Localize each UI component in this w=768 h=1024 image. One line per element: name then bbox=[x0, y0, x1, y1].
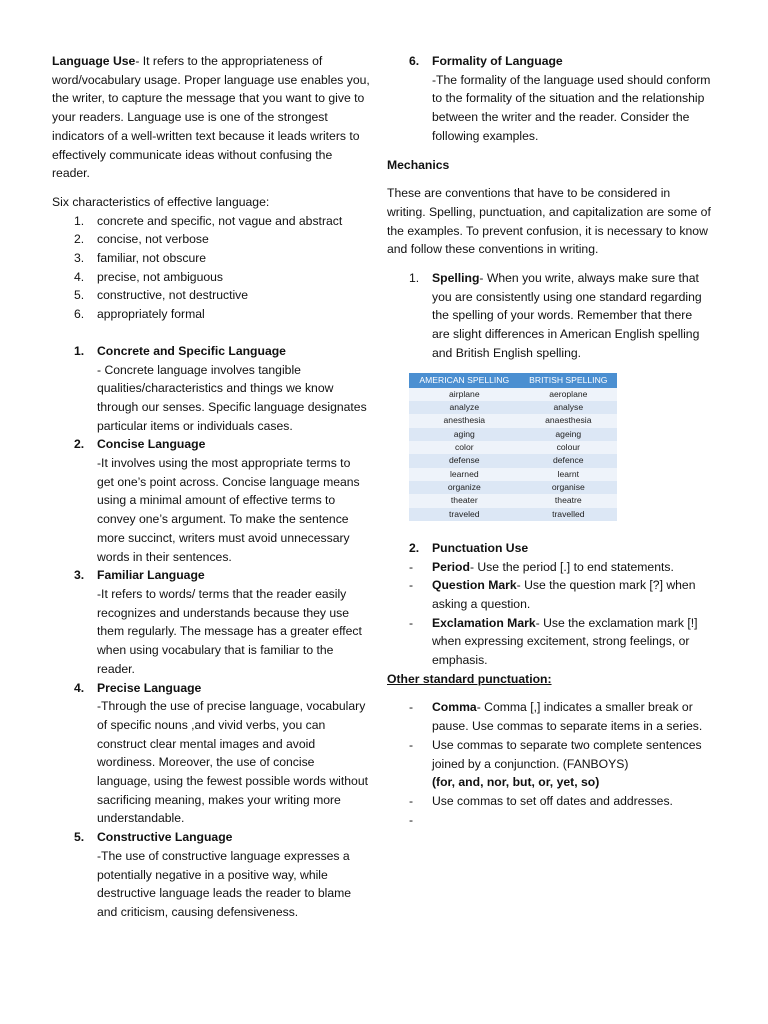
section-title: Concise Language bbox=[97, 437, 206, 452]
section-number: 2. bbox=[409, 540, 420, 555]
item-number: 5. bbox=[74, 288, 85, 303]
right-column bbox=[387, 52, 712, 827]
table-row bbox=[409, 428, 617, 441]
section-number: 5. bbox=[74, 830, 85, 845]
american-spelling-cell: analyze bbox=[409, 401, 520, 414]
british-spelling-cell: defence bbox=[520, 454, 617, 467]
other-punctuation-list bbox=[387, 698, 712, 827]
dash-marker: - bbox=[409, 812, 414, 827]
table-row bbox=[409, 401, 617, 414]
section-title: Formality of Language bbox=[432, 54, 563, 68]
table-row bbox=[409, 481, 617, 494]
item-number: 2. bbox=[74, 232, 85, 247]
characteristic-item bbox=[52, 249, 370, 268]
characteristic-item bbox=[52, 268, 370, 287]
punctuation-text: Use commas to separate two complete sentences joined by a conjunction. (FANBOYS) bbox=[432, 737, 702, 771]
table-row bbox=[409, 388, 617, 401]
section-title: Constructive Language bbox=[97, 830, 233, 845]
language-section bbox=[52, 679, 370, 829]
punctuation-item bbox=[387, 792, 712, 811]
item-text: concise, not verbose bbox=[97, 232, 209, 247]
section-text: - Concrete language involves tangible qualities/characteristics and things we know through our senses. Specific language designates particular items or individuals cases. bbox=[97, 362, 367, 433]
american-spelling-cell: traveled bbox=[409, 508, 520, 521]
punctuation-item bbox=[387, 576, 712, 613]
fanboys-list: (for, and, nor, but, or, yet, so) bbox=[432, 775, 600, 790]
punctuation-item bbox=[387, 736, 712, 792]
punctuation-text-line bbox=[432, 558, 712, 577]
dash-marker: - bbox=[409, 793, 414, 808]
punctuation-term: Period bbox=[432, 559, 470, 574]
language-section bbox=[52, 828, 370, 922]
british-spelling-cell: analyse bbox=[520, 401, 617, 414]
section-text: -Through the use of precise language, vocabulary of specific nouns ,and vivid verbs, you can construct clear mental images and avoid wordiness. Moreover, the use of concise language, using the fewest possible words without sacrificing meaning, makes your writing more understandable. bbox=[97, 699, 368, 826]
item-number: 6. bbox=[74, 307, 85, 322]
punctuation-text-line bbox=[432, 736, 712, 792]
american-spelling-cell: anesthesia bbox=[409, 414, 520, 427]
characteristic-item bbox=[52, 212, 370, 231]
dash-marker: - bbox=[409, 737, 414, 752]
section-number: 3. bbox=[74, 568, 85, 583]
punctuation-section bbox=[387, 539, 712, 558]
punctuation-text-line bbox=[432, 792, 712, 811]
punctuation-term: Question Mark bbox=[432, 578, 517, 593]
item-number: 1. bbox=[409, 271, 420, 286]
section-text: -It involves using the most appropriate terms to get one’s point across. Concise language means using a minimal amount of effective terms to convey one’s argument. To make the sentence more succinct, writers must avoid unnecessary words in their sentences. bbox=[97, 456, 360, 564]
spelling-term: Spelling bbox=[432, 271, 480, 286]
punctuation-item bbox=[387, 614, 712, 670]
punctuation-text-line bbox=[432, 698, 712, 735]
british-spelling-cell: organise bbox=[520, 481, 617, 494]
american-spelling-cell: defense bbox=[409, 454, 520, 467]
british-spelling-cell: anaesthesia bbox=[520, 414, 617, 427]
punctuation-text: - Comma [,] indicates a smaller break or pause. Use commas to separate items in a series. bbox=[432, 700, 703, 734]
american-spelling-cell: aging bbox=[409, 428, 520, 441]
dash-marker: - bbox=[409, 559, 414, 574]
table-header-american: AMERICAN SPELLING bbox=[409, 373, 520, 388]
spelling-text: - When you write, always make sure that you are consistently using one standard regarding the spelling of your words. Remember that there are slight differences in American English spelling and British English spelling. bbox=[432, 271, 702, 360]
mechanics-text: These are conventions that have to be considered in writing. Spelling, punctuation, and capitalization are some of the examples. To prevent confusion, it is necessary to know and follow these conventions in writing. bbox=[387, 186, 711, 257]
punctuation-item bbox=[387, 698, 712, 735]
characteristic-item bbox=[52, 286, 370, 305]
language-use-text: - It refers to the appropriateness of word/vocabulary usage. Proper language use enables you, the writer, to capture the message that you want to give to your readers. Language use is one of the strongest indicators of a well-written text because it leads writers to effectively communicate ideas without confusing the reader. bbox=[52, 54, 370, 181]
language-use-paragraph bbox=[52, 52, 370, 183]
item-text: constructive, not destructive bbox=[97, 288, 249, 303]
characteristic-item bbox=[52, 305, 370, 324]
punctuation-text: - Use the question mark [?] when asking a question. bbox=[432, 578, 696, 611]
spelling-item bbox=[387, 269, 712, 363]
section-text: -It refers to words/ terms that the reader easily recognizes and understands because they use them regularly. The message has a greater effect when using vocabulary that is familiar to the reader. bbox=[97, 586, 362, 676]
language-section bbox=[52, 342, 370, 436]
language-sections bbox=[52, 342, 370, 922]
punctuation-text-line bbox=[432, 576, 712, 613]
punctuation-item bbox=[387, 558, 712, 577]
american-spelling-cell: color bbox=[409, 441, 520, 454]
formality-section bbox=[387, 52, 712, 146]
section-title: Punctuation Use bbox=[432, 540, 529, 555]
item-number: 4. bbox=[74, 269, 85, 284]
language-section bbox=[52, 435, 370, 566]
american-spelling-cell: organize bbox=[409, 481, 520, 494]
punctuation-text: - Use the period [.] to end statements. bbox=[469, 559, 674, 574]
table-header-british: BRITISH SPELLING bbox=[520, 373, 617, 388]
british-spelling-cell: colour bbox=[520, 441, 617, 454]
dash-marker: - bbox=[409, 615, 414, 630]
british-spelling-cell: ageing bbox=[520, 428, 617, 441]
item-number: 3. bbox=[74, 251, 85, 266]
punctuation-text: Use commas to set off dates and addresses. bbox=[432, 793, 673, 808]
item-text: appropriately formal bbox=[97, 307, 205, 322]
mechanics-heading: Mechanics bbox=[387, 157, 450, 172]
table-row bbox=[409, 468, 617, 481]
other-punctuation-heading: Other standard punctuation: bbox=[387, 671, 552, 686]
section-title: Concrete and Specific Language bbox=[97, 343, 286, 358]
british-spelling-cell: aeroplane bbox=[520, 388, 617, 401]
table-row bbox=[409, 494, 617, 507]
american-spelling-cell: airplane bbox=[409, 388, 520, 401]
table-row bbox=[409, 508, 617, 521]
section-number: 2. bbox=[74, 437, 85, 452]
item-number: 1. bbox=[74, 213, 85, 228]
british-spelling-cell: travelled bbox=[520, 508, 617, 521]
six-characteristics-heading: Six characteristics of effective language: bbox=[52, 194, 270, 209]
item-text: precise, not ambiguous bbox=[97, 269, 224, 284]
punctuation-term: Comma bbox=[432, 700, 477, 715]
spelling-table bbox=[409, 373, 617, 521]
american-spelling-cell: learned bbox=[409, 468, 520, 481]
section-number: 1. bbox=[74, 343, 85, 358]
british-spelling-cell: learnt bbox=[520, 468, 617, 481]
table-row bbox=[409, 441, 617, 454]
item-text: concrete and specific, not vague and abstract bbox=[97, 213, 343, 228]
left-column bbox=[52, 52, 370, 922]
six-characteristics-list bbox=[52, 212, 370, 324]
punctuation-term: Exclamation Mark bbox=[432, 615, 536, 630]
punctuation-text-line bbox=[432, 614, 712, 670]
section-title: Precise Language bbox=[97, 680, 202, 695]
section-text: -The formality of the language used should conform to the formality of the situation and the relationship between the writer and the reader. Consider the following examples. bbox=[432, 72, 711, 143]
section-text: -The use of constructive language expresses a potentially negative in a positive way, while destructive language leads the reader to blame and criticism, causing defensiveness. bbox=[97, 848, 352, 919]
british-spelling-cell: theatre bbox=[520, 494, 617, 507]
dash-marker: - bbox=[409, 700, 414, 715]
language-section bbox=[52, 566, 370, 678]
dash-marker: - bbox=[409, 578, 414, 593]
punctuation-text: - Use the exclamation mark [!] when expressing excitement, strong feelings, or emphasis. bbox=[432, 615, 698, 668]
punctuation-list bbox=[387, 558, 712, 670]
section-number: 4. bbox=[74, 680, 85, 695]
characteristic-item bbox=[52, 230, 370, 249]
table-row bbox=[409, 454, 617, 467]
item-text: familiar, not obscure bbox=[97, 251, 207, 266]
section-title: Familiar Language bbox=[97, 568, 205, 583]
table-row bbox=[409, 414, 617, 427]
language-use-term: Language Use bbox=[52, 54, 136, 68]
section-number: 6. bbox=[409, 54, 420, 68]
american-spelling-cell: theater bbox=[409, 494, 520, 507]
